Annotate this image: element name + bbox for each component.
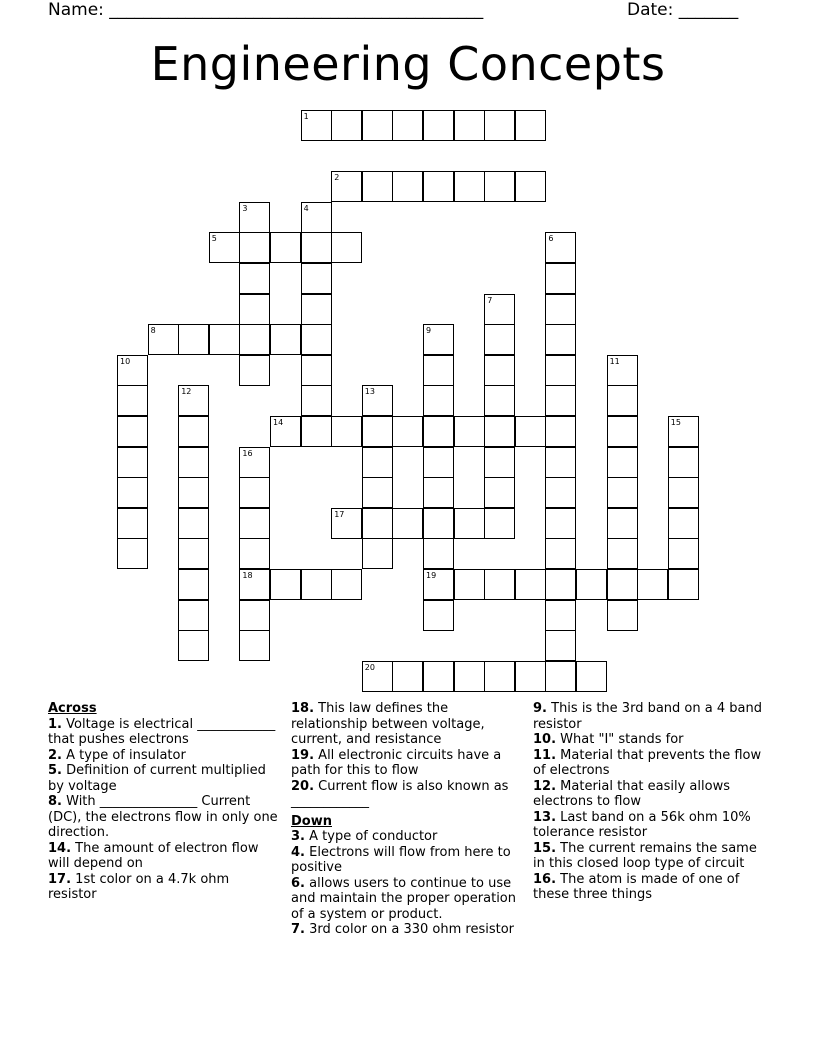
grid-number: 4 bbox=[303, 203, 309, 213]
grid-cell bbox=[423, 385, 454, 416]
grid-cell bbox=[607, 416, 638, 447]
clues-column-3 bbox=[533, 701, 765, 903]
grid-cell bbox=[301, 385, 332, 416]
grid-cell bbox=[607, 355, 638, 386]
grid-cell bbox=[178, 600, 209, 631]
grid-cell bbox=[454, 416, 485, 447]
grid-cell bbox=[362, 508, 393, 539]
grid-cell bbox=[239, 355, 270, 386]
clues-column-1 bbox=[48, 701, 278, 903]
clue-down-16: 16. The atom is made of one of these three things bbox=[533, 871, 740, 902]
grid-cell bbox=[117, 385, 148, 416]
grid-cell bbox=[484, 416, 515, 447]
grid-cell bbox=[392, 171, 423, 202]
grid-cell bbox=[423, 447, 454, 478]
grid-cell bbox=[545, 538, 576, 569]
grid-cell bbox=[423, 569, 454, 600]
grid-cell bbox=[301, 232, 332, 263]
clue-down-11: 11. Material that prevents the flow of electrons bbox=[533, 747, 762, 778]
grid-cell bbox=[178, 569, 209, 600]
name-field: Name: ____________________________________________ bbox=[48, 0, 484, 20]
grid-cell bbox=[270, 569, 301, 600]
grid-cell bbox=[301, 569, 332, 600]
clues-column-2 bbox=[291, 701, 523, 938]
grid-cell bbox=[239, 232, 270, 263]
grid-cell bbox=[545, 447, 576, 478]
grid-cell bbox=[392, 508, 423, 539]
clue-across-17: 17. 1st color on a 4.7k ohm resistor bbox=[48, 871, 230, 902]
clue-down-12: 12. Material that easily allows electrons to flow bbox=[533, 778, 730, 809]
grid-cell bbox=[239, 447, 270, 478]
grid-cell bbox=[301, 202, 332, 233]
grid-cell bbox=[178, 508, 209, 539]
grid-cell bbox=[545, 416, 576, 447]
grid-cell bbox=[545, 263, 576, 294]
grid-number: 11 bbox=[609, 356, 620, 366]
grid-cell bbox=[454, 661, 485, 692]
grid-number: 3 bbox=[242, 203, 248, 213]
grid-cell bbox=[117, 416, 148, 447]
grid-cell bbox=[362, 385, 393, 416]
grid-cell bbox=[301, 263, 332, 294]
grid-cell bbox=[484, 385, 515, 416]
grid-cell bbox=[362, 538, 393, 569]
grid-cell bbox=[239, 508, 270, 539]
grid-cell bbox=[545, 600, 576, 631]
grid-cell bbox=[239, 600, 270, 631]
grid-cell bbox=[454, 508, 485, 539]
clue-across-18: 18. This law defines the relationship between voltage, current, and resistance bbox=[291, 701, 485, 747]
grid-cell bbox=[239, 630, 270, 661]
grid-cell bbox=[178, 447, 209, 478]
grid-cell bbox=[117, 508, 148, 539]
grid-number: 19 bbox=[426, 571, 437, 580]
grid-cell bbox=[545, 630, 576, 661]
grid-cell bbox=[545, 661, 576, 692]
grid-number: 6 bbox=[548, 234, 554, 244]
grid-cell bbox=[239, 202, 270, 233]
grid-cell bbox=[515, 661, 546, 692]
grid-cell bbox=[362, 447, 393, 478]
grid-cell bbox=[515, 171, 546, 202]
grid-cell bbox=[423, 324, 454, 355]
grid-cell bbox=[239, 294, 270, 325]
date-field: Date: _______ bbox=[627, 0, 739, 20]
grid-cell bbox=[270, 324, 301, 355]
grid-cell bbox=[301, 110, 332, 141]
grid-cell bbox=[423, 477, 454, 508]
grid-cell bbox=[239, 477, 270, 508]
across-heading: Across bbox=[48, 701, 97, 716]
grid-cell bbox=[178, 630, 209, 661]
grid-cell bbox=[668, 508, 699, 539]
grid-cell bbox=[178, 385, 209, 416]
grid-cell bbox=[484, 324, 515, 355]
grid-cell bbox=[454, 110, 485, 141]
grid-cell bbox=[484, 294, 515, 325]
grid-cell bbox=[362, 110, 393, 141]
grid-cell bbox=[117, 447, 148, 478]
grid-cell bbox=[423, 538, 454, 569]
grid-cell bbox=[423, 171, 454, 202]
page-title: Engineering Concepts bbox=[150, 37, 666, 91]
grid-cell bbox=[454, 171, 485, 202]
clue-down-13: 13. Last band on a 56k ohm 10% tolerance resistor bbox=[533, 809, 751, 840]
grid-cell bbox=[392, 110, 423, 141]
clue-across-2: 2. A type of insulator bbox=[48, 747, 186, 763]
grid-cell bbox=[545, 569, 576, 600]
clue-down-9: 9. This is the 3rd band on a 4 band resistor bbox=[533, 701, 762, 732]
grid-cell bbox=[239, 538, 270, 569]
grid-number: 20 bbox=[364, 662, 375, 672]
grid-cell bbox=[331, 508, 362, 539]
grid-number: 15 bbox=[670, 418, 681, 427]
grid-cell bbox=[178, 538, 209, 569]
grid-cell bbox=[607, 538, 638, 569]
grid-cell bbox=[484, 661, 515, 692]
grid-cell bbox=[637, 569, 668, 600]
grid-cell bbox=[301, 324, 332, 355]
grid-cell bbox=[607, 600, 638, 631]
grid-cell bbox=[607, 447, 638, 478]
grid-cell bbox=[423, 110, 454, 141]
grid-number: 2 bbox=[334, 173, 340, 183]
grid-cell bbox=[392, 661, 423, 692]
grid-number: 1 bbox=[303, 112, 309, 121]
grid-cell bbox=[117, 538, 148, 569]
grid-cell bbox=[423, 355, 454, 386]
grid-number: 5 bbox=[211, 234, 217, 244]
grid-cell bbox=[607, 569, 638, 600]
clue-down-6: 6. allows users to continue to use and maintain the proper operation of a system or product. bbox=[291, 875, 516, 922]
clue-down-3: 3. A type of conductor bbox=[291, 829, 438, 844]
grid-cell bbox=[239, 569, 270, 600]
grid-cell bbox=[576, 569, 607, 600]
grid-cell bbox=[668, 538, 699, 569]
grid-cell bbox=[301, 355, 332, 386]
clue-across-19: 19. All electronic circuits have a path for this to flow bbox=[291, 747, 502, 778]
clue-across-1: 1. Voltage is electrical ____________ that pushes electrons bbox=[48, 716, 276, 747]
grid-cell bbox=[392, 416, 423, 447]
grid-cell bbox=[545, 385, 576, 416]
grid-cell bbox=[545, 508, 576, 539]
grid-cell bbox=[545, 355, 576, 386]
clue-down-7: 7. 3rd color on a 330 ohm resistor bbox=[291, 922, 515, 937]
grid-cell bbox=[484, 355, 515, 386]
grid-cell bbox=[362, 416, 393, 447]
grid-number: 13 bbox=[364, 387, 375, 397]
grid-cell bbox=[209, 324, 240, 355]
grid-cell bbox=[178, 477, 209, 508]
grid-cell bbox=[331, 416, 362, 447]
grid-cell bbox=[607, 385, 638, 416]
grid-cell bbox=[362, 661, 393, 692]
grid-number: 16 bbox=[242, 448, 253, 458]
grid-cell bbox=[362, 477, 393, 508]
grid-cell bbox=[423, 508, 454, 539]
grid-cell bbox=[331, 232, 362, 263]
grid-cell bbox=[454, 569, 485, 600]
grid-cell bbox=[484, 171, 515, 202]
grid-cell bbox=[423, 600, 454, 631]
down-heading: Down bbox=[291, 813, 332, 829]
grid-cell bbox=[301, 416, 332, 447]
grid-cell bbox=[148, 324, 179, 355]
grid-number: 10 bbox=[120, 356, 131, 366]
clue-across-20: 20. Current flow is also known as ____________ bbox=[291, 778, 509, 809]
grid-cell bbox=[607, 508, 638, 539]
grid-cell bbox=[270, 416, 301, 447]
grid-number: 9 bbox=[426, 326, 432, 336]
clue-across-5: 5. Definition of current multiplied by voltage bbox=[48, 763, 266, 794]
grid-number: 18 bbox=[242, 571, 253, 580]
grid-cell bbox=[423, 661, 454, 692]
grid-number: 12 bbox=[181, 387, 192, 397]
grid-number: 7 bbox=[487, 295, 493, 305]
grid-number: 8 bbox=[150, 326, 156, 336]
grid-cell bbox=[545, 232, 576, 263]
grid-cell bbox=[117, 355, 148, 386]
grid-cell bbox=[484, 477, 515, 508]
clue-down-15: 15. The current remains the same in this closed loop type of circuit bbox=[533, 840, 757, 871]
grid-cell bbox=[576, 661, 607, 692]
grid-cell bbox=[484, 110, 515, 141]
grid-number: 17 bbox=[334, 509, 345, 519]
grid-cell bbox=[331, 171, 362, 202]
grid-cell bbox=[117, 477, 148, 508]
clue-down-10: 10. What "I" stands for bbox=[533, 732, 684, 747]
grid-cell bbox=[668, 569, 699, 600]
grid-cell bbox=[178, 416, 209, 447]
grid-cell bbox=[331, 110, 362, 141]
grid-cell bbox=[545, 324, 576, 355]
grid-cell bbox=[362, 171, 393, 202]
grid-cell bbox=[545, 294, 576, 325]
grid-cell bbox=[515, 416, 546, 447]
clue-across-14: 14. The amount of electron flow will depend on bbox=[48, 840, 259, 871]
grid-cell bbox=[331, 569, 362, 600]
grid-cell bbox=[270, 232, 301, 263]
grid-cell bbox=[178, 324, 209, 355]
grid-number: 14 bbox=[273, 418, 284, 427]
grid-cell bbox=[545, 477, 576, 508]
grid-cell bbox=[484, 569, 515, 600]
grid-cell bbox=[239, 324, 270, 355]
grid-cell bbox=[209, 232, 240, 263]
grid-cell bbox=[668, 477, 699, 508]
grid-cell bbox=[239, 263, 270, 294]
clue-across-8: 8. With _______________ Current (DC), the electrons flow in only one direction. bbox=[48, 794, 278, 840]
grid-cell bbox=[423, 416, 454, 447]
grid-cell bbox=[515, 569, 546, 600]
grid-cell bbox=[668, 416, 699, 447]
grid-cell bbox=[668, 447, 699, 478]
grid-cell bbox=[484, 508, 515, 539]
grid-cell bbox=[301, 294, 332, 325]
grid-cell bbox=[484, 447, 515, 478]
grid-cell bbox=[607, 477, 638, 508]
clue-down-4: 4. Electrons will flow from here to positive bbox=[291, 844, 511, 875]
grid-cell bbox=[515, 110, 546, 141]
